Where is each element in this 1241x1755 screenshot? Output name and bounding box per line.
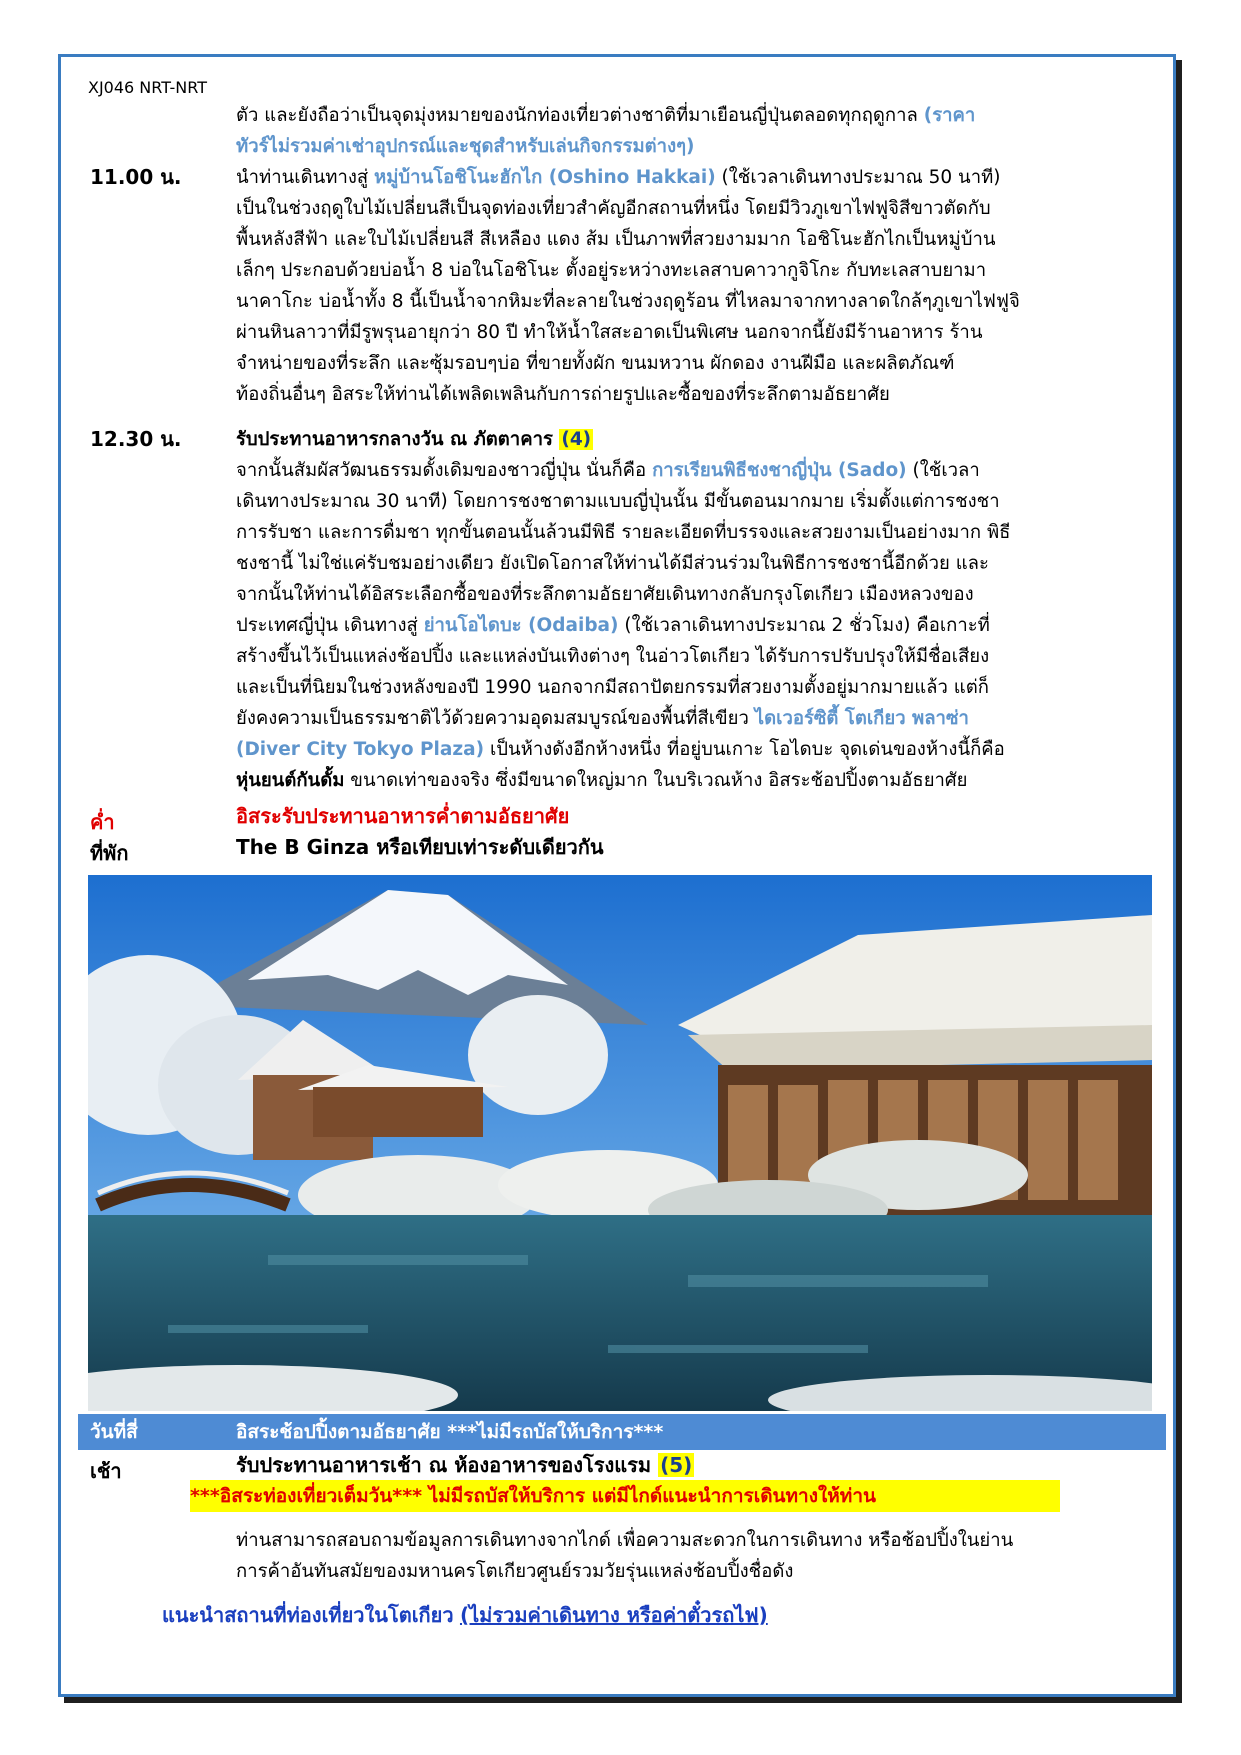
dinner-label: ค่ำ bbox=[90, 810, 115, 834]
breakfast-label: เช้า bbox=[90, 1459, 122, 1483]
body-line: จากนั้นให้ท่านได้อิสระเลือกซื้อของที่ระลึกตามอัธยาศัยเดินทางกลับกรุงโตเกียว เมืองหลวงของ bbox=[236, 584, 974, 605]
text: ประเทศญี่ปุ่น เดินทางสู่ bbox=[236, 615, 418, 636]
place-oshino-hakkai: หมู่บ้านโอชิโนะฮักไก (Oshino Hakkai) bbox=[374, 167, 716, 188]
oshino-line: นาคาโกะ บ่อน้ำทั้ง 8 นี้เป็นน้ำจากหิมะที่ละลายในช่วงฤดูร้อน ที่ไหลมาจากทางลาดใกล้ๆภูเขาไฟฟูจิ bbox=[236, 291, 1020, 312]
body-line: การรับชา และการดื่มชา ทุกขั้นตอนนั้นล้วนมีพิธี รายละเอียดที่บรรจงและสวยงามเป็นอย่างมาก พิธี bbox=[236, 522, 1011, 543]
body-line: สร้างขึ้นไว้เป็นแหล่งช้อปปิ้ง และแหล่งบันเทิงต่างๆ ในอ่าวโตเกียว ได้รับการปรับปรุงให้มีชื่อเสียง bbox=[236, 646, 990, 667]
free-day-banner: ***อิสระท่องเที่ยวเต็มวัน*** ไม่มีรถบัสให้บริการ แต่มีไกด์แนะนำการเดินทางให้ท่าน bbox=[190, 1480, 1060, 1512]
text: (ใช้เวลาเดินทางประมาณ 2 ชั่วโมง) คือเกาะที่ bbox=[624, 615, 990, 636]
gundam-text: หุ่นยนต์กันดั้ม bbox=[236, 770, 345, 791]
breakfast-text: รับประทานอาหารเช้า ณ ห้องอาหารของโรงแรม bbox=[236, 1453, 652, 1477]
oshino-line: พื้นหลังสีฟ้า และใบไม้เปลี่ยนสี สีเหลือง แดง ส้ม เป็นภาพที่สวยงามมาก โอชิโนะฮักไกเป็นหมู่บ้าน bbox=[236, 229, 996, 250]
oshino-intro-line bbox=[236, 162, 1001, 193]
hotel-label: ที่พัก bbox=[90, 841, 129, 865]
info-line: การค้าอันทันสมัยของมหานครโตเกียวศูนย์รวมวัยรุ่นแหล่งช้อบปิ้งชื่อดัง bbox=[236, 1561, 794, 1582]
text: เป็นห้างดังอีกห้างหนึ่ง ที่อยู่บนเกาะ โอไดบะ จุดเด่นของห้างนี้ก็คือ bbox=[489, 739, 1005, 760]
day-label: วันที่สี่ bbox=[90, 1421, 138, 1443]
body-line: เดินทางประมาณ 30 นาที) โดยการชงชาตามแบบญี่ปุ่นนั้น มีขั้นตอนมากมาย เริ่มตั้งแต่การชงชา bbox=[236, 491, 1000, 512]
recommend-line bbox=[162, 1600, 768, 1631]
oshino-line: เป็นในช่วงฤดูใบไม้เปลี่ยนสีเป็นจุดท่องเที่ยวสำคัญอีกสถานที่หนึ่ง โดยมีวิวภูเขาไฟฟูจิสีขาวตัดกับ bbox=[236, 198, 991, 219]
intro-text: ตัว และยังถือว่าเป็นจุดมุ่งหมายของนักท่องเที่ยวต่างชาติที่มาเยือนญี่ปุ่นตลอดทุกฤดูกาล bbox=[236, 105, 918, 126]
divercity-line-2 bbox=[236, 734, 1005, 765]
body-line: ชงชานี้ ไม่ใช่แค่รับชมอย่างเดียว ยังเปิดโอกาสให้ท่านได้มีส่วนร่วมในพิธีการชงชานี้อีกด้วย และ bbox=[236, 553, 989, 574]
oshino-line: เล็กๆ ประกอบด้วยบ่อน้ำ 8 บ่อในโอชิโนะ ตั้งอยู่ระหว่างทะเลสาบคาวากูจิโกะ กับทะเลสาบยามา bbox=[236, 260, 987, 281]
recommend-note: (ไม่รวมค่าเดินทาง หรือค่าตั๋วรถไฟ) bbox=[459, 1603, 768, 1627]
lunch-line bbox=[236, 424, 593, 455]
body-line: และเป็นที่นิยมในช่วงหลังของปี 1990 นอกจากมีสถาปัตยกรรมที่สวยงามตั้งอยู่มากมายแล้ว แต่ก็ bbox=[236, 677, 989, 698]
price-note-end: ทัวร์ไม่รวมค่าเช่าอุปกรณ์และชุดสำหรับเล่นกิจกรรมต่างๆ) bbox=[236, 136, 695, 157]
meal-number: (4) bbox=[561, 429, 592, 450]
place-divercity: ไดเวอร์ซิตี้ โตเกียว พลาซ่า bbox=[754, 708, 969, 729]
price-note-start: (ราคา bbox=[923, 105, 976, 126]
oshino-line: ผ่านหินลาวาที่มีรูพรุนอายุกว่า 80 ปี ทำให้น้ำใสสะอาดเป็นพิเศษ นอกจากนี้ยังมีร้านอาหาร ร้าน bbox=[236, 322, 983, 343]
recommend-text: แนะนำสถานที่ท่องเที่ยวในโตเกียว bbox=[162, 1603, 454, 1627]
oshino-line: ท้องถิ่นอื่นๆ อิสระให้ท่านได้เพลิดเพลินกับการถ่ายรูปและซื้อของที่ระลึกตามอัธยาศัย bbox=[236, 384, 890, 405]
oshino-hakkai-photo bbox=[88, 875, 1152, 1411]
day4-header bbox=[78, 1414, 1166, 1450]
odaiba-line bbox=[236, 610, 990, 641]
place-odaiba: ย่านโอไดบะ (Odaiba) bbox=[423, 615, 619, 636]
document-code: XJ046 NRT-NRT bbox=[88, 78, 207, 97]
info-line: ท่านสามารถสอบถามข้อมูลการเดินทางจากไกด์ เพื่อความสะดวกในการเดินทาง หรือช้อปปิ้งในย่าน bbox=[236, 1530, 1014, 1551]
lunch-text: รับประทานอาหารกลางวัน ณ ภัตตาคาร bbox=[236, 429, 553, 450]
intro-line bbox=[236, 100, 975, 131]
text: ขนาดเท่าของจริง ซึ่งมีขนาดใหญ่มาก ในบริเวณห้าง อิสระช้อปปิ้งตามอัธยาศัย bbox=[350, 770, 968, 791]
oshino-line: จำหน่ายของที่ระลึก และซุ้มรอบๆบ่อ ที่ขายทั้งผัก ขนมหวาน ผักดอง งานฝีมือ และผลิตภัณฑ์ bbox=[236, 353, 955, 374]
sado-line bbox=[236, 455, 980, 486]
dinner-text: อิสระรับประทานอาหารค่ำตามอัธยาศัย bbox=[236, 804, 570, 828]
gundam-line bbox=[236, 765, 968, 796]
breakfast-line bbox=[236, 1450, 694, 1481]
place-sado: การเรียนพิธีชงชาญี่ปุ่น (Sado) bbox=[652, 460, 907, 481]
time-1100: 11.00 น. bbox=[90, 165, 182, 189]
lead-text: นำท่านเดินทางสู่ bbox=[236, 167, 369, 188]
day-title: อิสระช้อปปิ้งตามอัธยาศัย ***ไม่มีรถบัสให้บริการ*** bbox=[236, 1421, 664, 1443]
place-divercity-en: (Diver City Tokyo Plaza) bbox=[236, 739, 485, 760]
meal-number: (5) bbox=[660, 1453, 693, 1477]
text: จากนั้นสัมผัสวัฒนธรรมดั้งเดิมของชาวญี่ปุ่น นั่นก็คือ bbox=[236, 460, 647, 481]
text: (ใช้เวลา bbox=[912, 460, 980, 481]
duration-text: (ใช้เวลาเดินทางประมาณ 50 นาที) bbox=[721, 167, 1001, 188]
divercity-line bbox=[236, 703, 969, 734]
text: ยังคงความเป็นธรรมชาติไว้ด้วยความอุดมสมบูรณ์ของพื้นที่สีเขียว bbox=[236, 708, 749, 729]
hotel-text: The B Ginza หรือเทียบเท่าระดับเดียวกัน bbox=[236, 835, 604, 859]
time-1230: 12.30 น. bbox=[90, 427, 182, 451]
